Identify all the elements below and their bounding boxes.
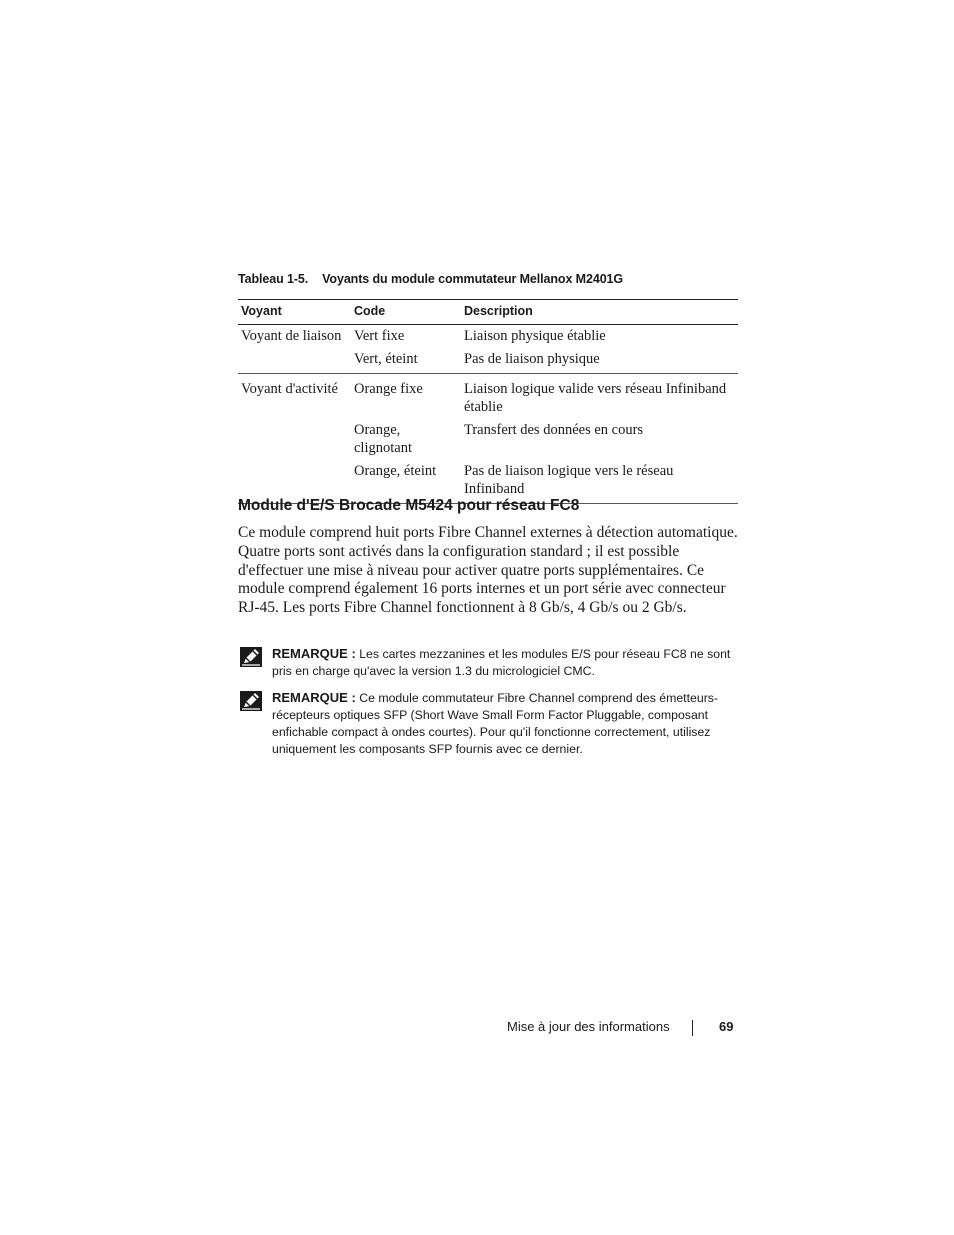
cell-voyant: Voyant d'activité: [241, 381, 338, 397]
page-number: 69: [719, 1019, 734, 1034]
column-header-voyant: Voyant: [238, 300, 351, 325]
note-box: [240, 689, 740, 758]
cell-description: Liaison physique établie: [464, 328, 606, 344]
cell-description: Transfert des données en cours: [464, 422, 644, 438]
column-header-code: Code: [351, 300, 461, 325]
table-caption-label: Tableau 1-5.: [238, 272, 309, 286]
table-row: [238, 348, 738, 374]
column-header-description: Description: [461, 300, 738, 325]
note-text: [272, 645, 740, 680]
cell-code: Vert, éteint: [351, 348, 461, 374]
note-body: Ce module commutateur Fibre Channel comprend des émetteurs-récepteurs optiques SFP (Short Wave Small Form Factor Pluggable, composant enfichable compact à ondes courtes). Pour qu'il fonctionne correctement, utilisez uniquement les composants SFP fournis avec ce dernier.: [272, 691, 719, 756]
footer-chapter: Mise à jour des informations: [507, 1019, 670, 1034]
cell-description: Pas de liaison logique vers le réseau Infiniband: [461, 460, 738, 504]
table-caption: [238, 272, 623, 286]
table-caption-title: Voyants du module commutateur Mellanox M2401G: [322, 272, 624, 286]
note-label: REMARQUE :: [272, 646, 356, 661]
note-body: Les cartes mezzanines et les modules E/S pour réseau FC8 ne sont pris en charge qu'avec la version 1.3 du micrologiciel CMC.: [272, 647, 731, 678]
note-label: REMARQUE :: [272, 690, 356, 705]
cell-code: Orange, éteint: [351, 460, 461, 504]
footer-separator: [692, 1020, 693, 1036]
table-row: [238, 374, 738, 420]
section-heading: Module d'E/S Brocade M5424 pour réseau FC8: [238, 497, 580, 514]
cell-voyant: [238, 348, 351, 374]
cell-voyant: [238, 419, 351, 460]
note-box: [240, 645, 740, 680]
cell-voyant: Voyant de liaison: [241, 328, 342, 344]
cell-code: Vert fixe: [354, 328, 405, 344]
table-header-row: [238, 300, 738, 325]
note-text: [272, 689, 740, 758]
cell-description: Liaison logique valide vers réseau Infiniband établie: [464, 381, 727, 415]
cell-description: Pas de liaison physique: [461, 348, 738, 374]
pencil-note-icon: [240, 647, 262, 667]
led-table: [238, 299, 738, 504]
table-row: [238, 419, 738, 460]
cell-code: Orange fixe: [354, 381, 423, 397]
body-paragraph: Ce module comprend huit ports Fibre Channel externes à détection automatique. Quatre ports sont activés dans la configuration standard ; il est possible d'effectuer une mise à niveau pour activer quatre ports supplémentaires. Ce module comprend également 16 ports internes et un port série avec connecteur RJ-45. Les ports Fibre Channel fonctionnent à 8 Gb/s, 4 Gb/s ou 2 Gb/s.: [238, 524, 738, 617]
pencil-note-icon: [240, 691, 262, 711]
table-row: [238, 325, 738, 349]
cell-code: Orange, clignotant: [354, 422, 412, 456]
